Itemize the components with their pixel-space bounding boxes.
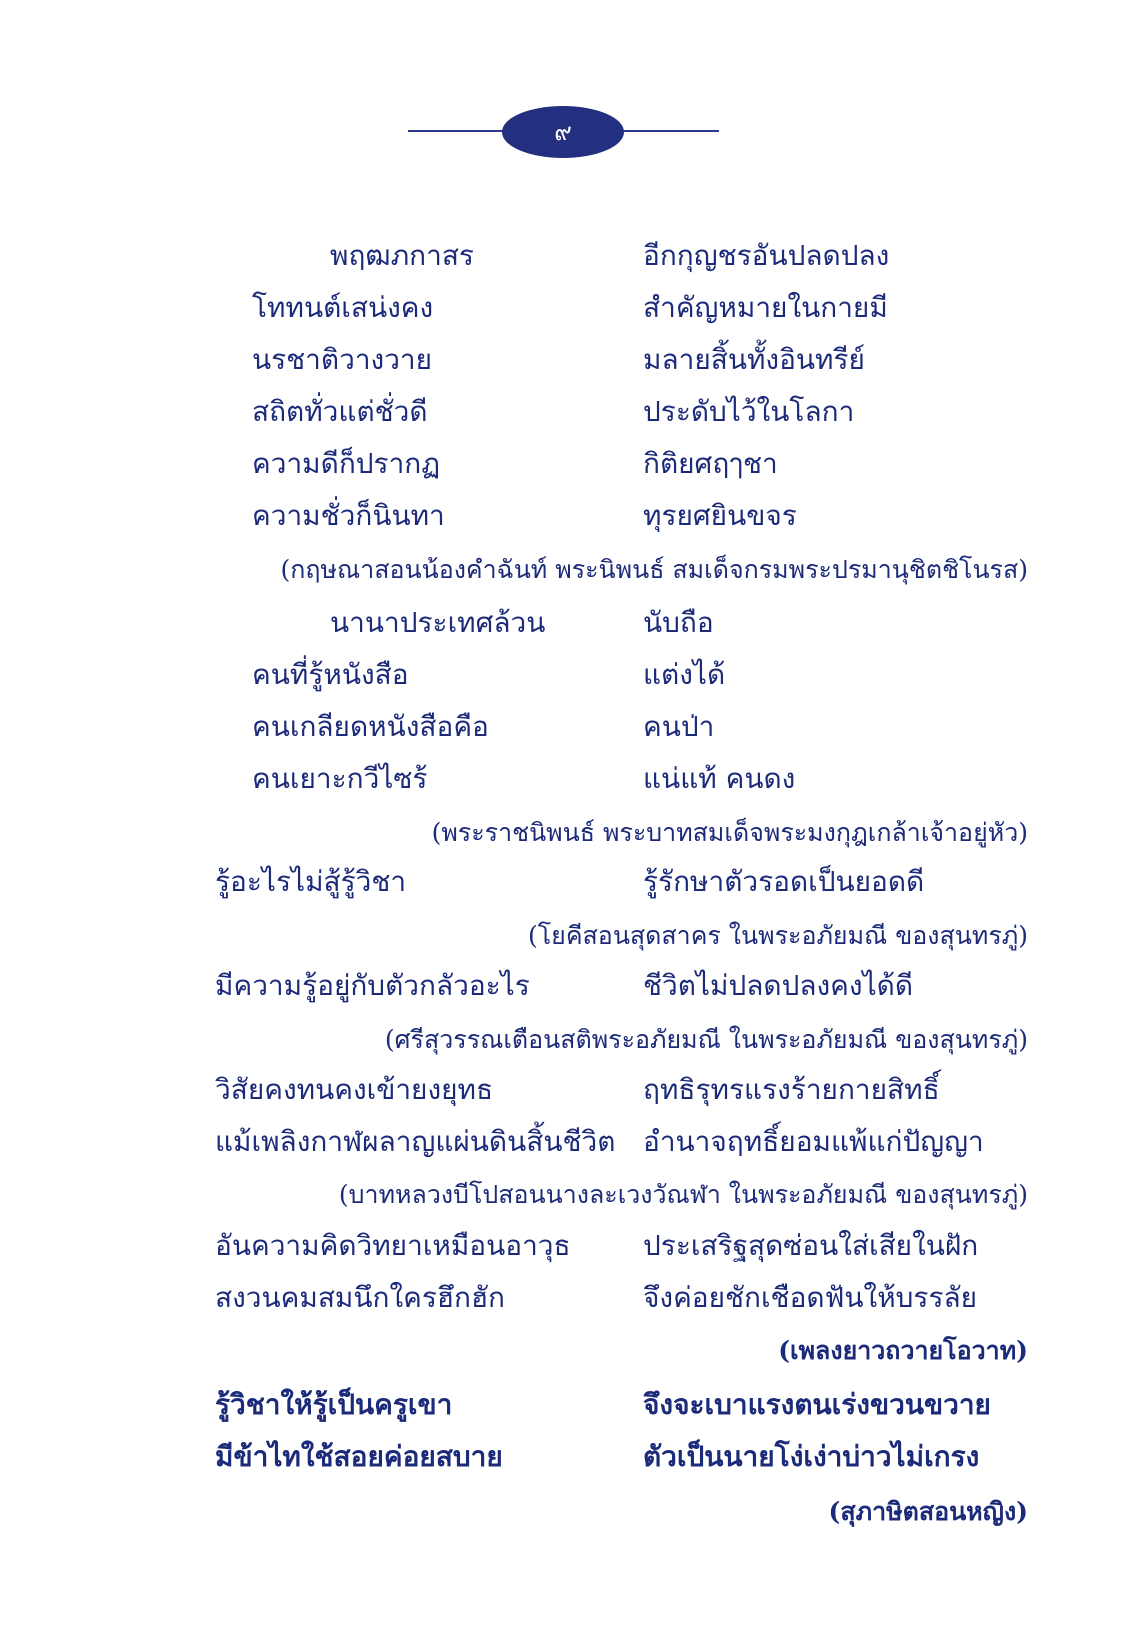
verse-line [0, 707, 1127, 747]
verse-left: พฤฒภกาสร [330, 239, 474, 272]
verse-line [0, 1226, 1127, 1266]
verse-right: ทุรยศยินขจร [643, 499, 797, 532]
verse-right: ประเสริฐสุดซ่อนใส่เสียในฝัก [643, 1229, 979, 1262]
verse-left: อันความคิดวิทยาเหมือนอาวุธ [215, 1229, 571, 1262]
verse-right: จึงจะเบาแรงตนเร่งขวนขวาย [643, 1388, 991, 1421]
verse-right: รู้รักษาตัวรอดเป็นยอดดี [643, 865, 925, 898]
verse-right: มลายสิ้นทั้งอินทรีย์ [643, 343, 865, 376]
verse-line [0, 392, 1127, 432]
verse-right: คนป่า [643, 710, 715, 743]
verse-line [0, 496, 1127, 536]
verse-line [0, 655, 1127, 695]
verse-line [0, 759, 1127, 799]
attribution: (กฤษณาสอนน้องคำฉันท์ พระนิพนธ์ สมเด็จกรมพระปรมานุชิตชิโนรส) [280, 555, 1028, 584]
verse-right: แน่แท้ คนดง [643, 762, 796, 795]
page-number-oval [502, 106, 624, 158]
verse-line [0, 288, 1127, 328]
verse-right: กิติยศฤๅชา [643, 447, 778, 480]
verse-line [0, 1437, 1127, 1477]
page-header [0, 100, 1127, 160]
header-rule-left [408, 130, 508, 132]
verse-left: ความดีก็ปรากฏ [252, 447, 441, 480]
page-number: ๙ [554, 118, 572, 146]
verse-right: นับถือ [643, 606, 714, 639]
attribution: (บาทหลวงบีโปสอนนางละเวงวัณฬา ในพระอภัยมณี ของสุนทรภู่) [338, 1180, 1028, 1209]
verse-line [0, 444, 1127, 484]
verse-right: ฤทธิรุทรแรงร้ายกายสิทธิ์ [643, 1073, 940, 1106]
verse-right: อำนาจฤทธิ์ยอมแพ้แก่ปัญญา [643, 1125, 984, 1158]
verse-line [0, 1070, 1127, 1110]
verse-line [0, 966, 1127, 1006]
verse-line [0, 1122, 1127, 1162]
verse-right: แต่งได้ [643, 658, 726, 691]
verse-left: คนที่รู้หนังสือ [252, 658, 409, 691]
verse-right: ประดับไว้ในโลกา [643, 395, 855, 428]
verse-line [0, 603, 1127, 643]
verse-right: ชีวิตไม่ปลดปลงคงได้ดี [643, 969, 914, 1002]
verse-left: คนเยาะกวีไซร้ [252, 762, 428, 795]
verse-left: มีความรู้อยู่กับตัวกลัวอะไร [215, 969, 530, 1002]
verse-line [0, 1385, 1127, 1425]
verse-left: นรชาติวางวาย [252, 343, 433, 376]
verse-left: คนเกลียดหนังสือคือ [252, 710, 489, 743]
attribution: (โยคีสอนสุดสาคร ในพระอภัยมณี ของสุนทรภู่) [528, 921, 1028, 950]
attribution: (ศรีสุวรรณเตือนสติพระอภัยมณี ในพระอภัยมณี ของสุนทรภู่) [384, 1025, 1028, 1054]
attribution: (สุภาษิตสอนหญิง) [828, 1497, 1028, 1526]
verse-left: รู้อะไรไม่สู้รู้วิชา [215, 865, 407, 898]
verse-left: ความชั่วก็นินทา [252, 499, 445, 532]
verse-line [0, 340, 1127, 380]
verse-left: วิสัยคงทนคงเข้ายงยุทธ [215, 1073, 494, 1106]
verse-left: มีข้าไทใช้สอยค่อยสบาย [215, 1440, 503, 1473]
verse-right: จึงค่อยชักเชือดฟันให้บรรลัย [643, 1281, 978, 1314]
verse-line [0, 862, 1127, 902]
verse-left: โททนต์เสน่งคง [252, 291, 434, 324]
verse-left: แม้เพลิงกาฬผลาญแผ่นดินสิ้นชีวิต [215, 1125, 616, 1158]
attribution: (เพลงยาวถวายโอวาท) [778, 1336, 1028, 1365]
attribution: (พระราชนิพนธ์ พระบาทสมเด็จพระมงกุฎเกล้าเจ้าอยู่หัว) [431, 818, 1028, 847]
verse-left: สถิตทั่วแต่ชั่วดี [252, 395, 428, 428]
verse-line [0, 236, 1127, 276]
verse-left: นานาประเทศล้วน [330, 606, 546, 639]
verse-left: สงวนคมสมนึกใครฮึกฮัก [215, 1281, 505, 1314]
verse-right: อีกกุญชรอันปลดปลง [643, 239, 890, 272]
verse-line [0, 1278, 1127, 1318]
header-rule-right [619, 130, 719, 132]
verse-right: สำคัญหมายในกายมี [643, 291, 888, 324]
verse-left: รู้วิชาให้รู้เป็นครูเขา [215, 1388, 453, 1421]
verse-right: ตัวเป็นนายโง่เง่าบ่าวไม่เกรง [643, 1440, 980, 1473]
